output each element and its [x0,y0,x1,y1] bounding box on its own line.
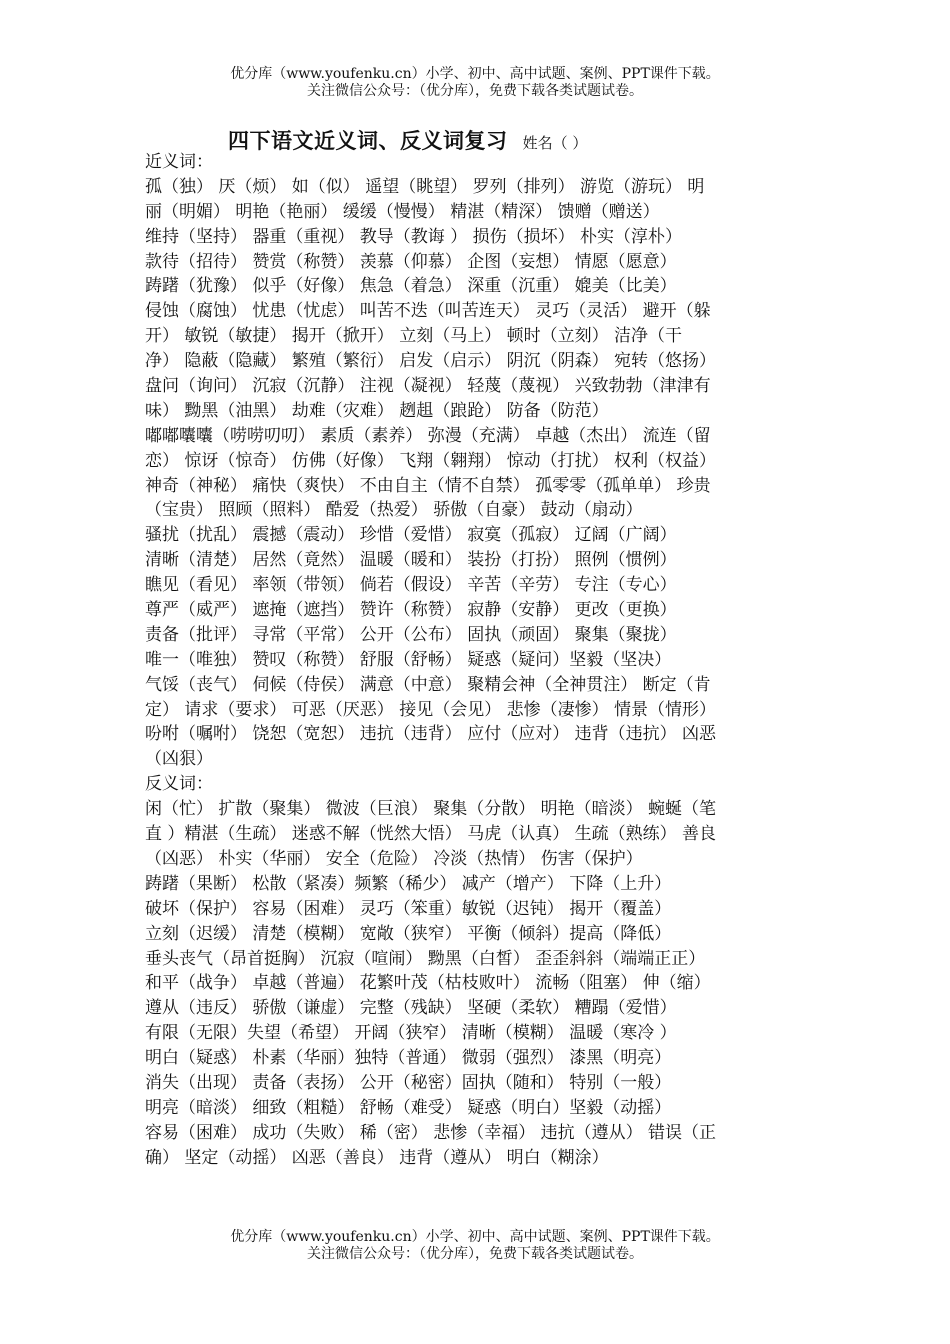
text-line: 踌躇（果断） 松散（紧凑）频繁（稀少） 减产（增产） 下降（上升） [145,873,672,894]
text-line: 踌躇（犹豫） 似乎（好像） 焦急（着急） 深重（沉重） 媲美（比美） [145,276,677,297]
text-line: 款待（招待） 赞赏（称赞） 羡慕（仰慕） 企图（妄想） 情愿（愿意） [145,251,677,272]
text-line: 吩咐（嘱咐） 饶恕（宽恕） 违抗（违背） 应付（应对） 违背（违抗） 凶恶 [145,724,717,745]
text-line: 垂头丧气（昂首挺胸） 沉寂（喧闹） 黝黑（白皙） 歪歪斜斜（端端正正） [145,948,706,969]
text-line: 反义词： [145,774,213,795]
text-line: 孤（独） 厌（烦） 如（似） 遥望（眺望） 罗列（排列） 游览（游玩） 明 [145,176,705,197]
text-line: 定） 请求（要求） 可恶（厌恶） 接见（会见） 悲惨（凄惨） 情景（情形） [145,699,717,720]
header-line-1: 优分库（www.youfenku.cn）小学、初中、高中试题、案例、PPT课件下载。 [230,66,720,82]
text-line: （宝贵） 照顾（照料） 酷爱（热爱） 骄傲（自豪） 鼓动（扇动） [145,500,643,521]
text-line: 尊严（威严） 遮掩（遮挡） 赞许（称赞） 寂静（安静） 更改（更换） [145,600,677,621]
text-line: 责备（批评） 寻常（平常） 公开（公布） 固执（顽固） 聚集（聚拢） [145,624,677,645]
text-line: 遵从（违反） 骄傲（谦虚） 完整（残缺） 坚硬（柔软） 糟蹋（爱惜） [145,998,677,1019]
text-line: 直 ）精湛（生疏） 迷惑不解（恍然大悟） 马虎（认真） 生疏（熟练） 善良 [145,824,717,845]
text-line: （凶恶） 朴实（华丽） 安全（危险） 冷淡（热情） 伤害（保护） [145,848,643,869]
page-header [0,66,950,100]
page-footer [0,1229,950,1263]
text-line: 确） 坚定（动摇） 凶恶（善良） 违背（遵从） 明白（糊涂） [145,1147,609,1168]
text-line: 净） 隐蔽（隐藏） 繁殖（繁衍） 启发（启示） 阴沉（阴森） 宛转（悠扬） [145,351,717,372]
text-line: 骚扰（扰乱） 震撼（震动） 珍惜（爱惜） 寂寞（孤寂） 辽阔（广阔） [145,525,677,546]
text-line: 盘问（询问） 沉寂（沉静） 注视（凝视） 轻蔑（蔑视） 兴致勃勃（津津有 [145,376,711,397]
text-line: 嘟嘟囔囔（唠唠叨叨） 素质（素养） 弥漫（充满） 卓越（杰出） 流连（留 [145,425,711,446]
text-line: （凶狠） [145,749,213,770]
text-line: 闲（忙） 扩散（聚集） 微波（巨浪） 聚集（分散） 明艳（暗淡） 蜿蜒（笔 [145,799,717,820]
name-field-label: 姓名（ ） [522,134,588,152]
text-line: 维持（坚持） 器重（重视） 教导（教诲 ） 损伤（损坏） 朴实（淳朴） [145,226,683,247]
footer-line-2: 关注微信公众号：（优分库），免费下载各类试题试卷。 [307,1246,643,1262]
text-line: 立刻（迟缓） 清楚（模糊） 宽敞（狭窄） 平衡（倾斜）提高（降低） [145,923,672,944]
text-line: 侵蚀（腐蚀） 忧患（忧虑） 叫苦不迭（叫苦连天） 灵巧（灵活） 避开（躲 [145,301,711,322]
text-line: 有限（无限）失望（希望） 开阔（狭窄） 清晰（模糊） 温暖（寒冷 ） [145,1023,677,1044]
text-line: 消失（出现） 责备（表扬） 公开（秘密）固执（随和） 特别（一般） [145,1072,672,1093]
text-line: 破坏（保护） 容易（困难） 灵巧（笨重）敏锐（迟钝） 揭开（覆盖） [145,898,672,919]
document-title: 四下语文近义词、反义词复习 [228,128,508,153]
text-line: 容易（困难） 成功（失败） 稀（密） 悲惨（幸福） 违抗（遵从） 错误（正 [145,1122,717,1143]
text-line: 明白（疑惑） 朴素（华丽）独特（普通） 微弱（强烈） 漆黑（明亮） [145,1048,672,1069]
text-line: 瞧见（看见） 率领（带领） 倘若（假设） 辛苦（辛劳） 专注（专心） [145,575,677,596]
text-line: 恋） 惊讶（惊奇） 仿佛（好像） 飞翔（翱翔） 惊动（打扰） 权利（权益） [145,450,717,471]
text-line: 味） 黝黑（油黑） 劫难（灾难） 趔趄（踉跄） 防备（防范） [145,400,609,421]
text-line: 唯一（唯独） 赞叹（称赞） 舒服（舒畅） 疑惑（疑问）坚毅（坚决） [145,649,672,670]
text-line: 丽（明媚） 明艳（艳丽） 缓缓（慢慢） 精湛（精深） 馈赠（赠送） [145,201,660,222]
word-list-body [145,150,810,1171]
text-line: 清晰（清楚） 居然（竟然） 温暖（暖和） 装扮（打扮） 照例（惯例） [145,550,677,571]
text-line: 开） 敏锐（敏捷） 揭开（掀开） 立刻（马上） 顿时（立刻） 洁净（干 [145,326,683,347]
text-line: 明亮（暗淡） 细致（粗糙） 舒畅（难受） 疑惑（明白）坚毅（动摇） [145,1097,672,1118]
text-line: 和平（战争） 卓越（普遍） 花繁叶茂（枯枝败叶） 流畅（阻塞） 伸（缩） [145,973,711,994]
text-line: 神奇（神秘） 痛快（爽快） 不由自主（情不自禁） 孤零零（孤单单） 珍贵 [145,475,711,496]
text-line: 气馁（丧气） 伺候（侍侯） 满意（中意） 聚精会神（全神贯注） 断定（肯 [145,674,711,695]
footer-line-1: 优分库（www.youfenku.cn）小学、初中、高中试题、案例、PPT课件下载。 [230,1229,720,1245]
text-line: 近义词： [145,152,213,172]
header-line-2: 关注微信公众号：（优分库），免费下载各类试题试卷。 [307,83,643,99]
